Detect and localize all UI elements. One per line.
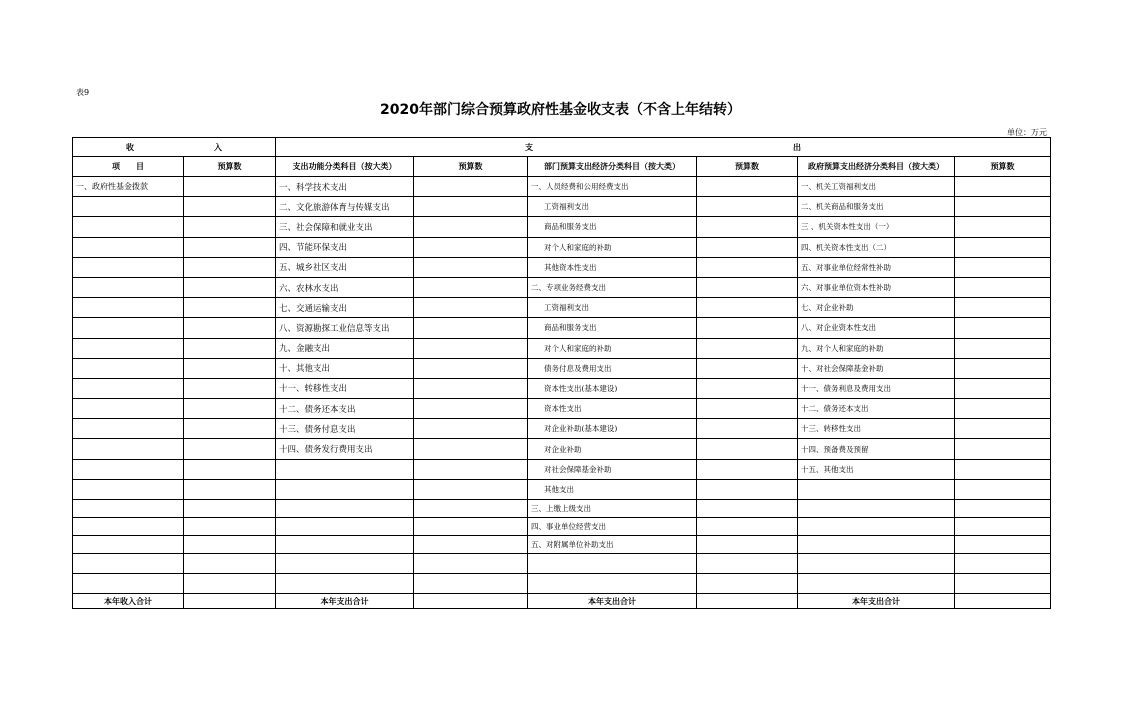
dept-budget-cell xyxy=(697,439,798,459)
table-row xyxy=(73,358,1051,378)
function-class-cell: 一、科学技术支出 xyxy=(276,177,414,197)
table-row xyxy=(73,459,1051,479)
income-budget-cell xyxy=(184,554,276,574)
dept-econ-cell: 工资福利支出 xyxy=(528,197,697,217)
function-class-cell: 十三、债务付息支出 xyxy=(276,419,414,439)
gov-budget-cell xyxy=(955,378,1051,398)
gov-econ-cell: 十三、转移性支出 xyxy=(798,419,955,439)
table-body xyxy=(73,177,1051,609)
income-budget-cell xyxy=(184,277,276,297)
total-gov-value xyxy=(955,594,1051,609)
dept-budget-cell xyxy=(697,338,798,358)
gov-econ-cell: 七、对企业补助 xyxy=(798,298,955,318)
income-item-cell xyxy=(73,358,184,378)
dept-budget-cell xyxy=(697,277,798,297)
function-class-cell: 十、其他支出 xyxy=(276,358,414,378)
gov-budget-cell xyxy=(955,554,1051,574)
gov-econ-cell xyxy=(798,536,955,554)
income-budget-cell xyxy=(184,479,276,499)
income-budget-cell xyxy=(184,177,276,197)
income-item-cell xyxy=(73,459,184,479)
function-budget-cell xyxy=(414,217,528,237)
dept-econ-cell xyxy=(528,554,697,574)
income-budget-cell xyxy=(184,257,276,277)
dept-budget-cell xyxy=(697,459,798,479)
expense-header-right: 出 xyxy=(793,142,802,152)
dept-econ-cell: 四、事业单位经营支出 xyxy=(528,518,697,536)
function-class-cell xyxy=(276,459,414,479)
dept-econ-cell: 商品和服务支出 xyxy=(528,318,697,338)
dept-budget-cell xyxy=(697,358,798,378)
dept-budget-cell xyxy=(697,479,798,499)
budget-table xyxy=(72,137,1051,609)
income-budget-cell xyxy=(184,518,276,536)
function-class-cell xyxy=(276,574,414,594)
table-row xyxy=(73,237,1051,257)
income-item-cell xyxy=(73,217,184,237)
gov-econ-cell xyxy=(798,518,955,536)
dept-budget-cell xyxy=(697,217,798,237)
table-row xyxy=(73,338,1051,358)
function-class-cell: 五、城乡社区支出 xyxy=(276,257,414,277)
gov-econ-cell xyxy=(798,554,955,574)
dept-budget-cell xyxy=(697,318,798,338)
function-budget-cell xyxy=(414,554,528,574)
gov-econ-cell: 六、对事业单位资本性补助 xyxy=(798,277,955,297)
function-budget-cell xyxy=(414,358,528,378)
income-item-cell xyxy=(73,318,184,338)
income-budget-cell xyxy=(184,237,276,257)
table-row xyxy=(73,318,1051,338)
dept-budget-cell xyxy=(697,197,798,217)
col-budget-gov: 预算数 xyxy=(955,157,1051,177)
function-class-cell: 十四、债务发行费用支出 xyxy=(276,439,414,459)
income-section-header xyxy=(73,138,276,157)
income-item-cell xyxy=(73,479,184,499)
function-class-cell: 九、金融支出 xyxy=(276,338,414,358)
col-budget-dept: 预算数 xyxy=(697,157,798,177)
total-dept-label: 本年支出合计 xyxy=(528,594,697,609)
table-row xyxy=(73,277,1051,297)
gov-budget-cell xyxy=(955,500,1051,518)
gov-budget-cell xyxy=(955,177,1051,197)
dept-budget-cell xyxy=(697,536,798,554)
function-budget-cell xyxy=(414,277,528,297)
income-budget-cell xyxy=(184,338,276,358)
function-class-cell xyxy=(276,536,414,554)
page-title: 2020年部门综合预算政府性基金收支表（不含上年结转） xyxy=(380,102,741,118)
income-budget-cell xyxy=(184,419,276,439)
unit-label: 单位：万元 xyxy=(1007,128,1047,137)
function-class-cell xyxy=(276,554,414,574)
dept-econ-cell: 对社会保障基金补助 xyxy=(528,459,697,479)
table-row xyxy=(73,378,1051,398)
income-item-cell xyxy=(73,197,184,217)
col-gov-economic-class: 政府预算支出经济分类科目（按大类） xyxy=(798,157,955,177)
income-budget-cell xyxy=(184,197,276,217)
function-budget-cell xyxy=(414,536,528,554)
gov-econ-cell: 三 、机关资本性支出（一） xyxy=(798,217,955,237)
function-budget-cell xyxy=(414,518,528,536)
total-income-label: 本年收入合计 xyxy=(73,594,184,609)
gov-econ-cell: 十一、债务利息及费用支出 xyxy=(798,378,955,398)
gov-budget-cell xyxy=(955,217,1051,237)
function-class-cell: 十二、债务还本支出 xyxy=(276,399,414,419)
total-income-value xyxy=(184,594,276,609)
dept-budget-cell xyxy=(697,518,798,536)
function-class-cell xyxy=(276,518,414,536)
totals-row xyxy=(73,594,1051,609)
dept-budget-cell xyxy=(697,257,798,277)
income-budget-cell xyxy=(184,358,276,378)
function-budget-cell xyxy=(414,574,528,594)
gov-econ-cell xyxy=(798,500,955,518)
gov-econ-cell: 二、机关商品和服务支出 xyxy=(798,197,955,217)
income-budget-cell xyxy=(184,536,276,554)
dept-econ-cell: 其他支出 xyxy=(528,479,697,499)
function-budget-cell xyxy=(414,237,528,257)
function-budget-cell xyxy=(414,378,528,398)
function-class-cell: 七、交通运输支出 xyxy=(276,298,414,318)
income-header-left: 收 xyxy=(126,142,134,152)
income-budget-cell xyxy=(184,378,276,398)
table-row xyxy=(73,500,1051,518)
table-row xyxy=(73,536,1051,554)
function-class-cell: 三、社会保障和就业支出 xyxy=(276,217,414,237)
dept-econ-cell: 对个人和家庭的补助 xyxy=(528,338,697,358)
dept-econ-cell: 二、专项业务经费支出 xyxy=(528,277,697,297)
dept-econ-cell: 资本性支出 xyxy=(528,399,697,419)
dept-econ-cell: 一、人员经费和公用经费支出 xyxy=(528,177,697,197)
col-budget-function: 预算数 xyxy=(414,157,528,177)
function-budget-cell xyxy=(414,500,528,518)
income-item-cell xyxy=(73,338,184,358)
expense-section-header xyxy=(276,138,1051,157)
table-row xyxy=(73,554,1051,574)
dept-econ-cell: 其他资本性支出 xyxy=(528,257,697,277)
function-budget-cell xyxy=(414,338,528,358)
gov-budget-cell xyxy=(955,277,1051,297)
total-func-label: 本年支出合计 xyxy=(276,594,414,609)
table-number: 表9 xyxy=(76,88,90,97)
table-row xyxy=(73,399,1051,419)
gov-budget-cell xyxy=(955,536,1051,554)
gov-econ-cell: 八、对企业资本性支出 xyxy=(798,318,955,338)
table-row xyxy=(73,518,1051,536)
table-row xyxy=(73,298,1051,318)
function-budget-cell xyxy=(414,197,528,217)
gov-budget-cell xyxy=(955,479,1051,499)
gov-econ-cell: 十二、债务还本支出 xyxy=(798,399,955,419)
income-item-cell xyxy=(73,399,184,419)
dept-econ-cell: 对企业补助(基本建设) xyxy=(528,419,697,439)
gov-budget-cell xyxy=(955,318,1051,338)
table-row xyxy=(73,419,1051,439)
dept-budget-cell xyxy=(697,177,798,197)
col-function-class: 支出功能分类科目（按大类） xyxy=(276,157,414,177)
function-budget-cell xyxy=(414,459,528,479)
gov-budget-cell xyxy=(955,518,1051,536)
function-class-cell: 二、文化旅游体育与传媒支出 xyxy=(276,197,414,217)
income-budget-cell xyxy=(184,459,276,479)
table-row xyxy=(73,197,1051,217)
dept-budget-cell xyxy=(697,419,798,439)
gov-budget-cell xyxy=(955,358,1051,378)
gov-econ-cell: 九、对个人和家庭的补助 xyxy=(798,338,955,358)
function-budget-cell xyxy=(414,439,528,459)
function-class-cell xyxy=(276,500,414,518)
dept-budget-cell xyxy=(697,298,798,318)
table-row xyxy=(73,257,1051,277)
function-budget-cell xyxy=(414,479,528,499)
income-item-cell xyxy=(73,574,184,594)
function-class-cell: 四、节能环保支出 xyxy=(276,237,414,257)
income-item-cell xyxy=(73,500,184,518)
total-func-value xyxy=(414,594,528,609)
dept-econ-cell: 工资福利支出 xyxy=(528,298,697,318)
dept-budget-cell xyxy=(697,574,798,594)
income-budget-cell xyxy=(184,439,276,459)
table-row xyxy=(73,177,1051,197)
dept-econ-cell: 三、上缴上级支出 xyxy=(528,500,697,518)
function-budget-cell xyxy=(414,257,528,277)
income-item-cell xyxy=(73,518,184,536)
gov-budget-cell xyxy=(955,399,1051,419)
income-item-cell xyxy=(73,298,184,318)
function-budget-cell xyxy=(414,318,528,338)
table-row xyxy=(73,479,1051,499)
col-item: 项 目 xyxy=(73,157,184,177)
income-item-cell xyxy=(73,277,184,297)
dept-budget-cell xyxy=(697,237,798,257)
gov-budget-cell xyxy=(955,237,1051,257)
dept-econ-cell: 资本性支出(基本建设) xyxy=(528,378,697,398)
income-budget-cell xyxy=(184,298,276,318)
income-budget-cell xyxy=(184,399,276,419)
dept-econ-cell: 对企业补助 xyxy=(528,439,697,459)
gov-econ-cell: 十五、其他支出 xyxy=(798,459,955,479)
function-budget-cell xyxy=(414,298,528,318)
function-class-cell: 八、资源勘探工业信息等支出 xyxy=(276,318,414,338)
dept-econ-cell: 对个人和家庭的补助 xyxy=(528,237,697,257)
income-item-cell xyxy=(73,378,184,398)
column-header-row xyxy=(73,157,1051,177)
col-dept-economic-class: 部门预算支出经济分类科目（按大类） xyxy=(528,157,697,177)
gov-budget-cell xyxy=(955,338,1051,358)
dept-econ-cell: 商品和服务支出 xyxy=(528,217,697,237)
gov-budget-cell xyxy=(955,197,1051,217)
dept-econ-cell: 五、对附属单位补助支出 xyxy=(528,536,697,554)
income-budget-cell xyxy=(184,500,276,518)
gov-econ-cell: 五、对事业单位经常性补助 xyxy=(798,257,955,277)
function-budget-cell xyxy=(414,177,528,197)
dept-budget-cell xyxy=(697,554,798,574)
function-budget-cell xyxy=(414,419,528,439)
income-budget-cell xyxy=(184,574,276,594)
gov-budget-cell xyxy=(955,419,1051,439)
function-class-cell xyxy=(276,479,414,499)
expense-header-left: 支 xyxy=(525,142,534,152)
total-dept-value xyxy=(697,594,798,609)
table-row xyxy=(73,574,1051,594)
dept-econ-cell xyxy=(528,574,697,594)
gov-econ-cell: 十、对社会保障基金补助 xyxy=(798,358,955,378)
gov-econ-cell: 四、机关资本性支出（二） xyxy=(798,237,955,257)
gov-econ-cell xyxy=(798,479,955,499)
income-item-cell xyxy=(73,257,184,277)
income-item-cell: 一、政府性基金拨款 xyxy=(73,177,184,197)
income-item-cell xyxy=(73,536,184,554)
income-budget-cell xyxy=(184,217,276,237)
table-row xyxy=(73,217,1051,237)
dept-budget-cell xyxy=(697,399,798,419)
income-budget-cell xyxy=(184,318,276,338)
gov-budget-cell xyxy=(955,257,1051,277)
dept-budget-cell xyxy=(697,500,798,518)
income-item-cell xyxy=(73,237,184,257)
dept-budget-cell xyxy=(697,378,798,398)
income-item-cell xyxy=(73,419,184,439)
gov-budget-cell xyxy=(955,298,1051,318)
section-header-row xyxy=(73,138,1051,157)
gov-budget-cell xyxy=(955,459,1051,479)
col-budget-income: 预算数 xyxy=(184,157,276,177)
income-header-right: 入 xyxy=(214,142,222,152)
dept-econ-cell: 债务付息及费用支出 xyxy=(528,358,697,378)
gov-budget-cell xyxy=(955,439,1051,459)
income-item-cell xyxy=(73,554,184,574)
function-budget-cell xyxy=(414,399,528,419)
gov-econ-cell: 一、机关工资福利支出 xyxy=(798,177,955,197)
function-class-cell: 十一、转移性支出 xyxy=(276,378,414,398)
gov-budget-cell xyxy=(955,574,1051,594)
gov-econ-cell: 十四、预备费及预留 xyxy=(798,439,955,459)
table-row xyxy=(73,439,1051,459)
function-class-cell: 六、农林水支出 xyxy=(276,277,414,297)
total-gov-label: 本年支出合计 xyxy=(798,594,955,609)
gov-econ-cell xyxy=(798,574,955,594)
income-item-cell xyxy=(73,439,184,459)
